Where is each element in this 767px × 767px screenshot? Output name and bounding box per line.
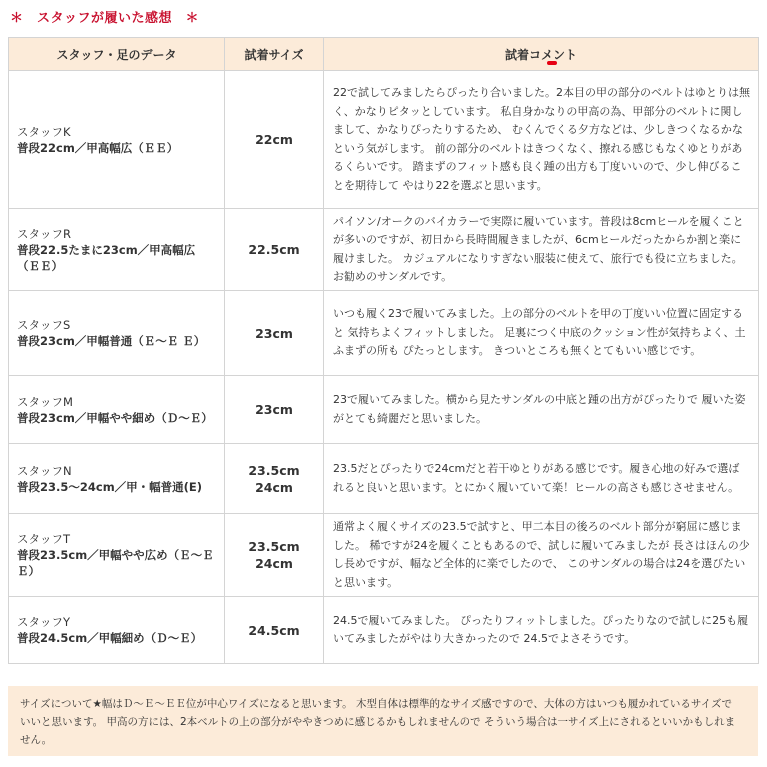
table-row [9,291,759,376]
comment-cell: いつも履く23で履いてみました。上の部分のベルトを甲の丁度いい位置に固定すると 気持ちよくフィットしました。 足裏につく中底のクッション性が気持ちよく、土ふまずの所も ぴたっとします。 きついところも無くとてもいい感じです。 [324,291,759,376]
size-value: 23cm [255,402,293,417]
size-value: 24cm [255,479,293,495]
staff-name: スタッフS [17,318,71,332]
table-row [9,597,759,664]
table-row [9,209,759,291]
staff-cell [9,376,225,444]
staff-name: スタッフY [17,615,71,629]
staff-foot-data: 普段22cm／甲高幅広（ＥＥ） [17,140,179,155]
table-header-row [9,38,759,71]
comment-cell: 23で履いてみました。横から見たサンダルの中底と踵の出方がぴったりで 履いた姿がとても綺麗だと思いました。 [324,376,759,444]
size-value: 23.5cm [248,539,300,554]
red-dash-mark [547,61,557,65]
size-cell [225,597,324,664]
staff-name: スタッフN [17,463,72,478]
staff-foot-data: 普段23.5～24cm／甲・幅普通(E) [17,479,203,494]
staff-name: スタッフR [17,226,71,241]
staff-cell [9,444,225,514]
table-row [9,71,759,209]
staff-name: スタッフK [17,124,71,139]
staff-review-table [8,37,759,664]
size-value: 24.5cm [248,622,300,638]
size-value: 23.5cm [248,462,300,478]
size-note: サイズについて★幅はＤ～Ｅ～ＥＥ位が中心ワイズになると思います。 木型自体は標準的なサイズ感ですので、大体の方はいつも履かれているサイズで いいと思います。 甲高の方には、2本ベルトの上の部分がややきつめに感じるかもしれませんので そういう場合は一サイズ上にされるといいかもしれません。 [8,686,758,756]
staff-foot-data: 普段23.5cm／甲幅やや広め（Ｅ～ＥＥ） [17,548,214,578]
size-cell [225,291,324,376]
staff-foot-data: 普段22.5たまに23cm／甲高幅広（ＥＥ） [17,242,196,273]
staff-foot-data: 普段23cm／甲幅普通（Ｅ～Ｅ Ｅ） [17,334,206,348]
table-row [9,514,759,597]
staff-cell [9,209,225,291]
staff-cell [9,514,225,597]
size-cell [225,444,324,514]
size-cell [225,209,324,291]
staff-cell [9,597,225,664]
size-value: 22cm [255,132,293,147]
comment-cell: 23.5だとぴったりで24cmだと若干ゆとりがある感じです。履き心地の好みで選ばれると良いと思います。とにかく履いていて楽！ヒールの高さも感じさせません。 [324,444,759,514]
size-cell [225,376,324,444]
comment-cell: 22で試してみましたらぴったり合いました。2本目の甲の部分のベルトはゆとりは無く、かなりピタッとしています。 私自身かなりの甲高の為、甲部分のベルトに関しまして、かなりぴったりするため、 むくんでくる夕方などは、少しきつくなるかなという気がします。 前の部分のベルトはきつくなく、擦れる感じもなくゆとりがあるくらいです。 踏まずのフィット感も良く踵の出方も丁度いいので、少し伸びることを期待して やはり22を選ぶと思います。 [324,71,759,209]
staff-cell [9,291,225,376]
comment-cell: 通常よく履くサイズの23.5で試すと、甲二本目の後ろのベルト部分が窮屈に感じました。 稀ですが24を履くこともあるので、試しに履いてみましたが 長さはほんの少し長めですが、幅など全体的に楽でしたので、 このサンダルの場合は24を選びたいと思います。 [324,514,759,597]
header-comment [324,38,759,71]
staff-foot-data: 普段24.5cm／甲幅細め（Ｄ～Ｅ） [17,631,203,645]
staff-name: スタッフM [17,394,73,409]
staff-name: スタッフT [17,532,71,546]
size-value: 22.5cm [248,242,300,257]
size-value: 24cm [255,556,293,571]
staff-foot-data: 普段23cm／甲幅やや細め（Ｄ～Ｅ） [17,410,213,425]
size-cell [225,514,324,597]
size-value: 23cm [255,325,293,341]
table-row [9,376,759,444]
table-row [9,444,759,514]
header-staff: スタッフ・足のデータ [9,38,225,71]
header-comment-label: 試着コメント [504,47,577,62]
comment-cell: 24.5で履いてみました。 ぴったりフィットしました。ぴったりなので試しに25も履いてみましたがやはり大きかったので 24.5でよさそうです。 [324,597,759,664]
staff-cell [9,71,225,209]
comment-cell: パイソン/オークのバイカラーで実際に履いています。普段は8cmヒールを履くことが多いのですが、初日から長時間履きましたが、6cmヒールだったからか割と楽に履けました。 カジュアルになりすぎない服装に使えて、旅行でも役に立ちました。 お勧めのサンダルです。 [324,209,759,291]
size-cell [225,71,324,209]
page-title: ＊ スタッフが履いた感想 ＊ [10,11,200,26]
header-size: 試着サイズ [225,38,324,71]
